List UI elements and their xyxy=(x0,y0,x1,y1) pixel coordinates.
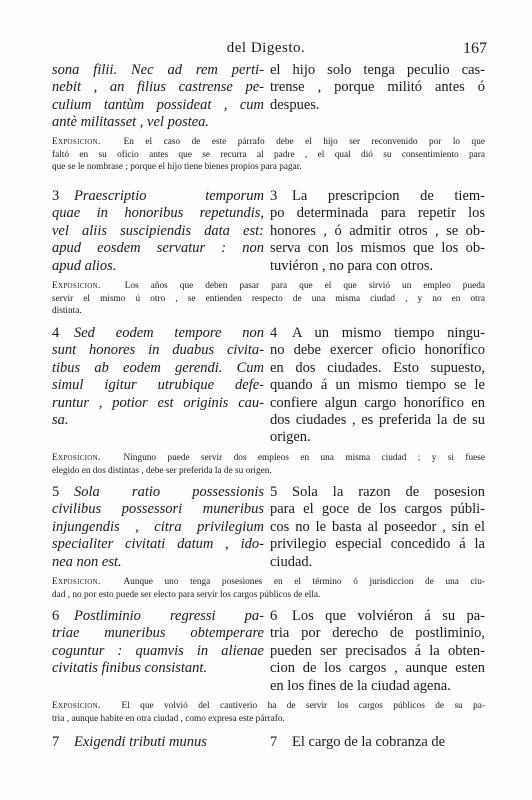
exposition-label: Exposicion. xyxy=(52,281,101,291)
paragraph-number: 4 xyxy=(52,325,60,341)
exposition: Exposicion. Los años que deben pasar para que el que sirvió un empleo pueda servir el mismo ú otro , se entienden respecto de una misma ciudad , y no en otra distinta. xyxy=(52,281,485,316)
latin-text: sona filii. Nec ad rem perti- nebit , an filius castrense pe- culium tantùm possideat , cum antè militasset , vel postea. xyxy=(52,62,264,131)
latin-text: 4 Sed eodem tempore non sunt honores in duabus civita- tibus ab eodem gerendi. Cum simul igitur utrubique defe- runtur , potior est originis cau- sa. xyxy=(52,325,264,428)
spanish-text: el hijo solo tenga peculio cas- trense , porque militó antes ó despues. xyxy=(270,62,485,113)
paragraph-number: 3 xyxy=(270,188,278,204)
latin-text: 3 Praescriptio temporum quae in honoribus repetundis, vel aliis suscipiendis data est: apud eosdem servatur : non apud alios. xyxy=(52,188,264,274)
exposition: Exposicion. En el caso de este párrafo debe el hijo ser reconvenido por lo que faltó en su oficio antes que se recurra al padre , el qual dió su consentimiento para que se le nombrase ; porque el hijo tiene bienes propios para pagar. xyxy=(52,137,485,172)
paragraph-number: 5 xyxy=(52,484,60,500)
spanish-text: 4 A un mismo tiempo ningu- no debe exercer oficio honorífico en dos ciudades. Esto supuesto, quando á un mismo tiempo se le confiere algun cargo honorífico en dos ciudades , es preferida la de su origen. xyxy=(270,325,485,446)
exposition: Exposicion. El que volvió del cautiverio ha de servir los cargos públicos de su pa- tria , aunque habite en otra ciudad , como expresa este párrafo. xyxy=(52,701,485,724)
latin-text: 5 Sola ratio possessionis civilibus possessori muneribus injungendis , citra privilegium specialiter civitati datum , ido- nea non est. xyxy=(52,484,264,570)
page-number: 167 xyxy=(463,40,487,57)
running-title: del Digesto. xyxy=(226,40,306,56)
page-header xyxy=(0,40,532,60)
paragraph-number: 6 xyxy=(52,608,60,624)
latin-text: 6 Postliminio regressi pa- triae muneribus obtemperare coguntur : quamvis in alienae civitatis finibus consistant. xyxy=(52,608,264,677)
exposition-label: Exposicion. xyxy=(52,701,101,711)
paragraph-number: 7 xyxy=(52,734,60,750)
exposition: Exposicion. Aunque uno tenga posesiones en el término ó jurisdiccion de una ciu- dad , no por esto puede ser electo para servir los cargos públicos de ella. xyxy=(52,577,485,600)
spanish-text: 3 La prescripcion de tiem- po determinada para repetir los honores , ó admitir otros , se ob- serva con los mismos que los ob- tuviéron , no para con otros. xyxy=(270,188,485,274)
exposition-label: Exposicion. xyxy=(52,577,101,587)
paragraph-number: 6 xyxy=(270,608,278,624)
exposition-label: Exposicion. xyxy=(52,453,101,463)
exposition: Exposicion. Ninguno puede servir dos empleos en una misma ciudad ; y si fuese elegido en dos distintas , debe ser preferida la de su origen. xyxy=(52,453,485,476)
paragraph-number: 4 xyxy=(270,325,278,341)
paragraph-number: 5 xyxy=(270,484,278,500)
spanish-text: 7 El cargo de la cobranza de xyxy=(270,734,446,750)
latin-text: 7 Exigendi tributi munus xyxy=(52,734,207,750)
paragraph-number: 7 xyxy=(270,734,278,750)
exposition-label: Exposicion. xyxy=(52,137,101,147)
spanish-text: 5 Sola la razon de posesion para el goce de los cargos públi- cos no le basta al poseedor , sin el privilegio especial concedido á la ciudad. xyxy=(270,484,485,570)
spanish-text: 6 Los que volviéron á su pa- tria por derecho de postliminio, pueden ser precisados á la obten- cion de los cargos , aunque esten en los fines de la ciudad agena. xyxy=(270,608,485,694)
paragraph-number: 3 xyxy=(52,188,60,204)
